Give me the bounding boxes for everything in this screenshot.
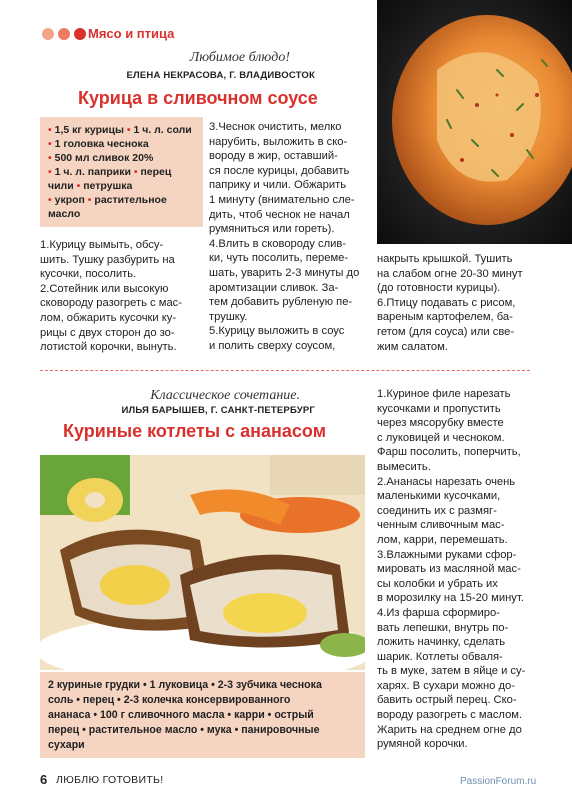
recipe2-title: Куриные котлеты с ананасом — [63, 421, 327, 441]
page-number: 6 — [40, 772, 48, 787]
text-line: мировать из масляной мас- — [377, 563, 521, 576]
ingredient: растительное масло — [48, 194, 167, 220]
text-line: в морозилку на 15-20 минут. — [377, 592, 524, 605]
text-line: шить. Тушку разбурить на — [40, 253, 175, 266]
text-line: соединить их с размяг- — [377, 504, 497, 517]
text-line: кусочками и пропустить — [377, 402, 501, 415]
text-line: 6.Птицу подавать с рисом, — [377, 296, 516, 309]
decor-dot — [42, 28, 54, 40]
text-line: 2.Ананасы нарезать очень — [377, 475, 516, 488]
text-line: аромтизации сливок. За- — [209, 281, 339, 294]
text-line: ложить начинку, сделать — [377, 636, 506, 649]
ingredient: 500 мл сливок 20% — [54, 152, 154, 164]
ingredient: 1 ч. л. паприки — [54, 166, 131, 178]
text-line: 4.Из фарша сформиро- — [377, 606, 500, 619]
text-line: гетом (для соуса) или све- — [377, 325, 515, 338]
text-line: дить, чтоб чеснок не начал — [209, 208, 350, 221]
text-line: ть в муке, затем в яйце и су- — [377, 665, 526, 678]
text-line: вороду разогреть с маслом. — [377, 709, 523, 722]
text-line: ченным сливочным мас- — [377, 519, 505, 532]
text-line: лотистой корочки, вынуть. — [40, 341, 177, 354]
recipe1-ingredients: • 1,5 кг курицы • 1 ч. л. соли • 1 головка чеснока • 500 мл сливок 20% • 1 ч. л. паприки • перец чили • петрушка • укроп • растительное масло — [40, 117, 203, 227]
ingredient: петрушка — [83, 180, 133, 192]
watermark: PassionForum.ru — [460, 776, 537, 787]
text-line: вымесить. — [377, 460, 431, 473]
section-title: Мясо и птица — [88, 26, 175, 41]
ingredient-line: ананаса • 100 г сливочного масла • карри • острый — [48, 709, 314, 721]
text-line: Фарш посолить, поперчить, — [377, 446, 521, 459]
text-line: 1 минуту (внимательно сле- — [209, 193, 355, 206]
text-line: 4.Влить в сковороду слив- — [209, 237, 347, 250]
text-line: кусочки, посолить. — [40, 268, 137, 281]
text-line: тем добавить рубленую пе- — [209, 296, 353, 309]
text-line: шарик. Котлеты обваля- — [377, 650, 503, 663]
text-line: через мясорубку вместе — [377, 417, 504, 430]
text-line: трушку. — [209, 310, 248, 323]
text-line: сы колобки и убрать их — [377, 577, 498, 590]
ingredient-line: сухари — [48, 739, 85, 751]
text-line: рицы с двух сторон до зо- — [40, 326, 175, 339]
text-line: Жарить на среднем огне до — [377, 723, 522, 736]
ingredient: 1 головка чеснока — [54, 138, 149, 150]
recipe1-steps-col3 — [377, 252, 537, 354]
recipe1-author: ЕЛЕНА НЕКРАСОВА, Г. ВЛАДИВОСТОК — [126, 70, 315, 81]
text-line: лом, обжарить кусочки ку- — [40, 311, 177, 324]
chicken-cream-sauce-photo — [377, 0, 572, 244]
text-line: вороду в жир, оставший- — [209, 150, 338, 163]
text-line: жим салатом. — [377, 340, 448, 353]
ingredient-line: перец • растительное масло • мука • панировочные — [48, 724, 320, 736]
ingredient-line: соль • перец • 2-3 колечка консервированного — [48, 694, 291, 706]
text-line: румяниться или гореть). — [209, 223, 335, 236]
decor-dot — [58, 28, 70, 40]
text-line: вать лепешки, внутрь по- — [377, 621, 509, 634]
text-line: (до готовности курицы). — [377, 282, 501, 295]
photo-illustration — [40, 455, 365, 670]
chicken-cutlets-photo — [40, 455, 365, 670]
text-line: 1.Курицу вымыть, обсу- — [40, 239, 164, 251]
text-line: румяной корочки. — [377, 738, 468, 751]
text-line: бавить острый перец. Ско- — [377, 694, 517, 707]
section-dots — [42, 28, 86, 40]
recipe1-steps-col1 — [40, 238, 202, 355]
text-line: на слабом огне 20-30 минут — [377, 267, 523, 280]
text-line: харях. В сухари можно до- — [377, 679, 515, 692]
recipe2-author: ИЛЬЯ БАРЫШЕВ, Г. САНКТ-ПЕТЕРБУРГ — [121, 405, 315, 416]
decor-dot — [74, 28, 86, 40]
ingredient: 1 ч. л. соли — [133, 124, 192, 136]
text-line: лом, карри, перемешать. — [377, 533, 508, 546]
magazine-name: ЛЮБЛЮ ГОТОВИТЬ! — [56, 774, 164, 786]
text-line: и полить сверху соусом, — [209, 339, 336, 352]
recipe1-steps-col2 — [209, 120, 371, 354]
text-line: паприку и чили. Обжарить — [209, 179, 347, 192]
photo-illustration — [377, 0, 572, 244]
recipe2-tagline: Классическое сочетание. — [150, 388, 300, 403]
recipe2-steps — [377, 387, 542, 752]
text-line: накрыть крышкой. Тушить — [377, 253, 513, 265]
text-line: сковороду разогреть с мас- — [40, 297, 182, 310]
text-line: ся после курицы, добавить — [209, 164, 350, 177]
ingredient: 1,5 кг курицы — [54, 124, 124, 136]
recipe1-title: Курица в сливочном соусе — [78, 88, 318, 108]
recipe1-tagline: Любимое блюдо! — [189, 50, 290, 65]
text-line: 2.Сотейник или высокую — [40, 282, 169, 295]
text-line: 1.Куриное филе нарезать — [377, 388, 511, 400]
text-line: с луковицей и чесноком. — [377, 431, 505, 444]
text-line: шать, уварить 2-3 минуты до — [209, 266, 360, 279]
text-line: 5.Курицу выложить в соус — [209, 325, 345, 338]
ingredient: перец чили — [48, 166, 172, 192]
text-line: 3.Чеснок очистить, мелко — [209, 121, 342, 133]
text-line: нарубить, выложить в ско- — [209, 135, 348, 148]
text-line: ки, чуть посолить, переме- — [209, 252, 349, 265]
text-line: 3.Влажными руками сфор- — [377, 548, 517, 561]
recipe-divider — [40, 370, 530, 371]
text-line: вареным картофелем, ба- — [377, 311, 513, 324]
text-line: маленькими кусочками, — [377, 490, 501, 503]
ingredient: укроп — [54, 194, 85, 206]
recipe2-ingredients — [40, 672, 365, 758]
ingredient-line: 2 куриные грудки • 1 луковица • 2-3 зубчика чеснока — [48, 679, 322, 691]
